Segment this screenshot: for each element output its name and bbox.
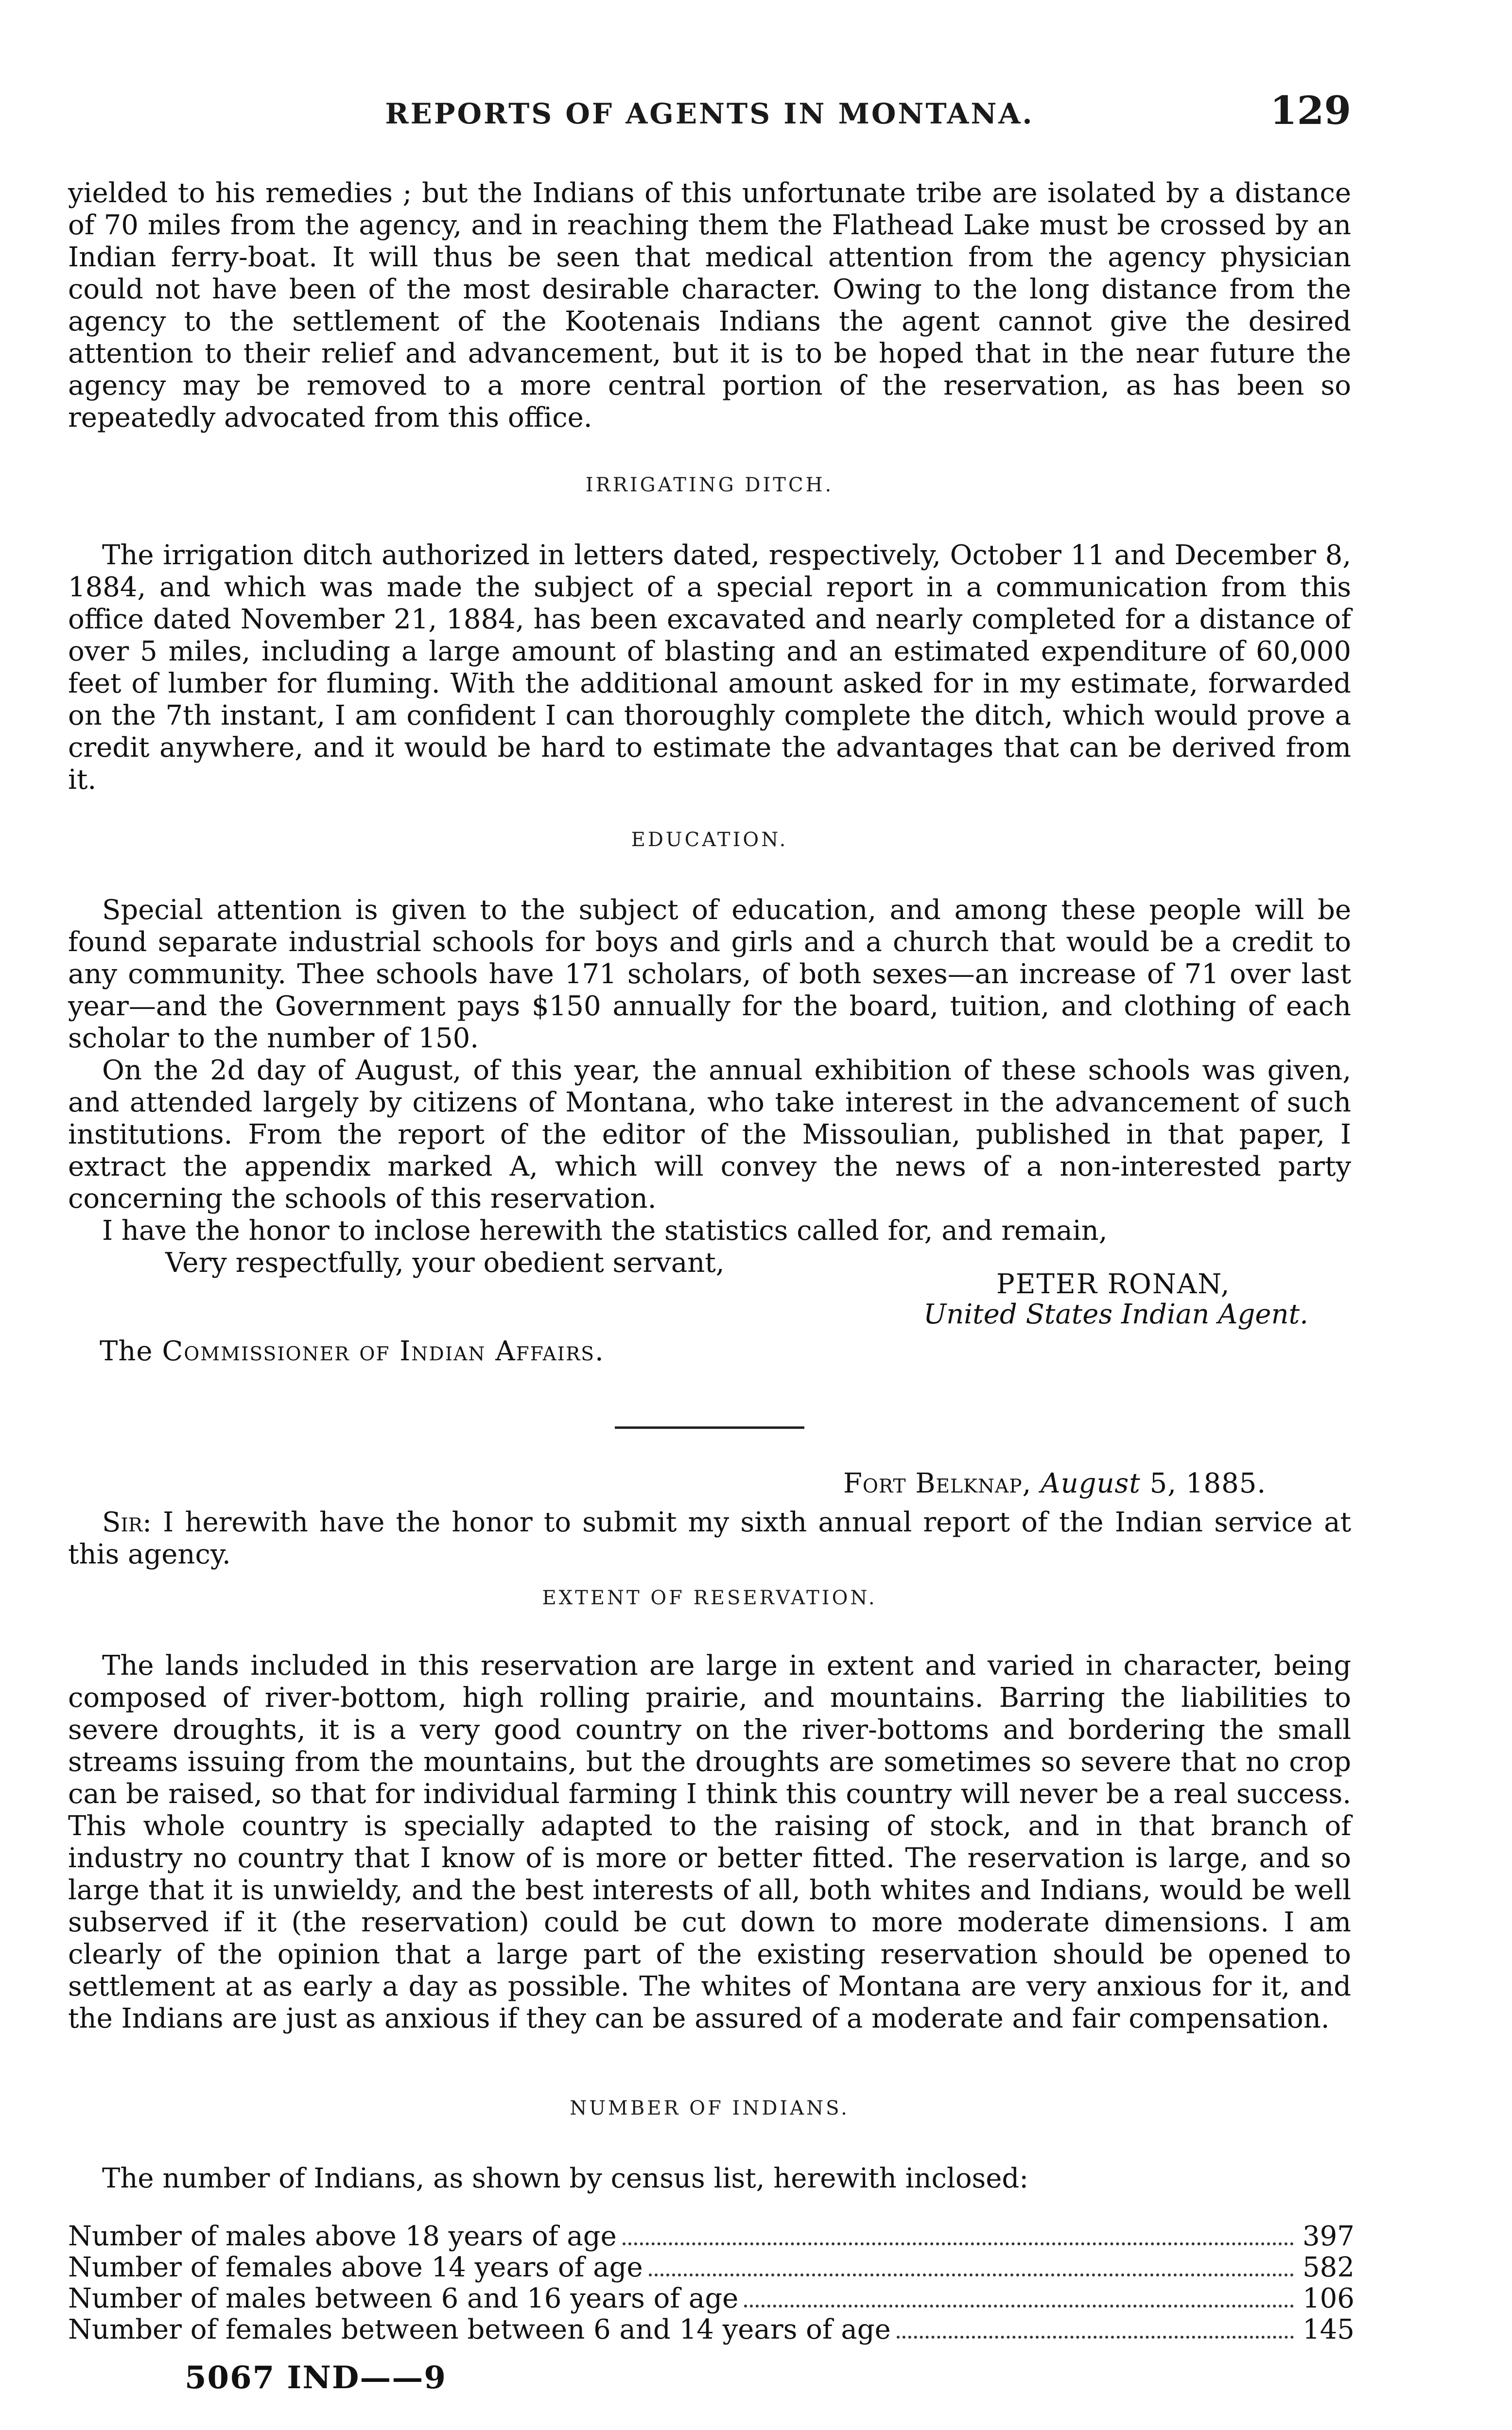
belknap-intro-text: I herewith have the honor to submit my sixth annual report of the Indian service at this agency. — [68, 1507, 1351, 1570]
census-value: 397 — [1303, 2221, 1355, 2252]
extent-paragraph — [68, 1650, 1351, 2035]
extent-text: The lands included in this reservation are large in extent and varied in character, being composed of river-bottom, high rolling prairie, and mountains. Barring the liabilities to severe droughts, it is a very good country on the river-bottoms and bordering the small streams issuing from the mountains, but the droughts are sometimes so severe that no crop can be raised, so that for individual farming I think this country will never be a real success. This whole country is specially adapted to the raising of stock, and in that branch of industry no country that I know of is more or better fitted. The reservation is large, and so large that it is unwieldy, and the best interests of all, both whites and Indians, would be well subserved if it (the reservation) could be cut down to more moderate dimensions. I am clearly of the opinion that a large part of the existing reservation should be opened to settlement at as early a day as possible. The whites of Montana are very anxious for it, and the Indians are just as anxious if they can be assured of a moderate and fair compensation. — [68, 1650, 1351, 2034]
irrigating-text: The irrigation ditch authorized in letters dated, respectively, October 11 and December 8, 1884, and which was made the subject of a special report in a communication from this office dated November 21, 1884, has been excavated and nearly completed for a distance of over 5 miles, including a large amount of blasting and an estimated expenditure of 60,000 feet of lumber for fluming. With the additional amount asked for in my estimate, forwarded on the 7th instant, I am confident I can thoroughly complete the ditch, which would prove a credit anywhere, and it would be hard to estimate the advantages that can be derived from it. — [68, 539, 1351, 796]
education-text-2: On the 2d day of August, of this year, the annual exhibition of these schools was given, and attended largely by citizens of Montana, who take interest in the advancement of such institutions. From the report of the editor of the Missoulian, published in that paper, I extract the appendix marked A, which will convey the news of a non-interested party concerning the schools of this reservation. — [68, 1055, 1351, 1215]
education-text-1: Special attention is given to the subject of education, and among these people will be found separate industrial schools for boys and girls and a church that would be a credit to any community. Thee schools have 171 scholars, of both sexes—an increase of 71 over last year—and the Government pays $150 annually for the board, tuition, and clothing of each scholar to the number of 150. — [68, 894, 1351, 1054]
heading-number-of-indians: NUMBER OF INDIANS. — [570, 2097, 850, 2119]
heading-education: EDUCATION. — [631, 829, 788, 851]
census-label: Number of males above 18 years of age — [68, 2221, 617, 2252]
table-row — [68, 2314, 1355, 2345]
heading-irrigating-ditch: IRRIGATING DITCH. — [585, 474, 834, 496]
addressee-the: The — [100, 1336, 153, 1367]
running-head: REPORTS OF AGENTS IN MONTANA. — [385, 97, 1034, 130]
signature-name: PETER RONAN, — [996, 1268, 1231, 1300]
printer-signature: 5067 IND——9 — [185, 2360, 447, 2396]
addressee-title: Commissioner of Indian Affairs. — [162, 1336, 605, 1367]
census-value: 582 — [1303, 2252, 1355, 2283]
table-row — [68, 2252, 1355, 2283]
table-row — [68, 2221, 1355, 2252]
number-paragraph — [68, 2163, 1351, 2195]
census-value: 145 — [1303, 2314, 1355, 2345]
number-text: The number of Indians, as shown by census list, herewith inclosed: — [102, 2163, 1029, 2194]
census-label: Number of males between 6 and 16 years of age — [68, 2283, 739, 2314]
dateline-place: Fort Belknap, — [843, 1468, 1032, 1499]
leader-dots — [744, 2305, 1294, 2308]
leader-dots — [623, 2242, 1294, 2245]
census-value: 106 — [1303, 2283, 1355, 2314]
leader-dots — [897, 2336, 1294, 2339]
education-section — [68, 894, 1351, 1279]
valediction: Very respectfully, your obedient servant, — [165, 1247, 725, 1279]
closing-text: I have the honor to inclose herewith the statistics called for, and remain, — [102, 1215, 1108, 1247]
census-table — [68, 2221, 1355, 2345]
intro-text: yielded to his remedies ; but the Indians of this unfortunate tribe are isolated by a distance of 70 miles from the agency, and in reaching them the Flathead Lake must be crossed by an Indian ferry-boat. It will thus be seen that medical attention from the agency physician could not have been of the most desirable character. Owing to the long distance from the agency to the settlement of the Kootenais Indians the agent cannot give the desired attention to their relief and advancement, but it is to be hoped that in the near future the agency may be removed to a more central portion of the reservation, as has been so repeatedly advocated from this office. — [68, 177, 1351, 434]
page-header — [68, 78, 1351, 141]
signature-title: United States Indian Agent. — [923, 1299, 1308, 1330]
addressee — [100, 1336, 605, 1367]
section-divider — [615, 1426, 804, 1429]
intro-paragraph — [68, 177, 1351, 434]
census-label: Number of females between between 6 and 14 years of age — [68, 2314, 891, 2345]
dateline-rest: 5, 1885. — [1149, 1468, 1267, 1499]
irrigating-paragraph — [68, 539, 1351, 796]
salutation: Sir: — [102, 1507, 152, 1538]
census-label: Number of females above 14 years of age — [68, 2252, 643, 2283]
leader-dots — [649, 2274, 1294, 2276]
dateline-date: August — [1041, 1468, 1141, 1499]
belknap-intro — [68, 1507, 1351, 1571]
belknap-intro-paragraph — [68, 1507, 1351, 1571]
heading-extent-of-reservation: EXTENT OF RESERVATION. — [542, 1587, 877, 1609]
dateline — [843, 1468, 1266, 1499]
table-row — [68, 2283, 1355, 2314]
page-number: 129 — [1270, 87, 1351, 133]
